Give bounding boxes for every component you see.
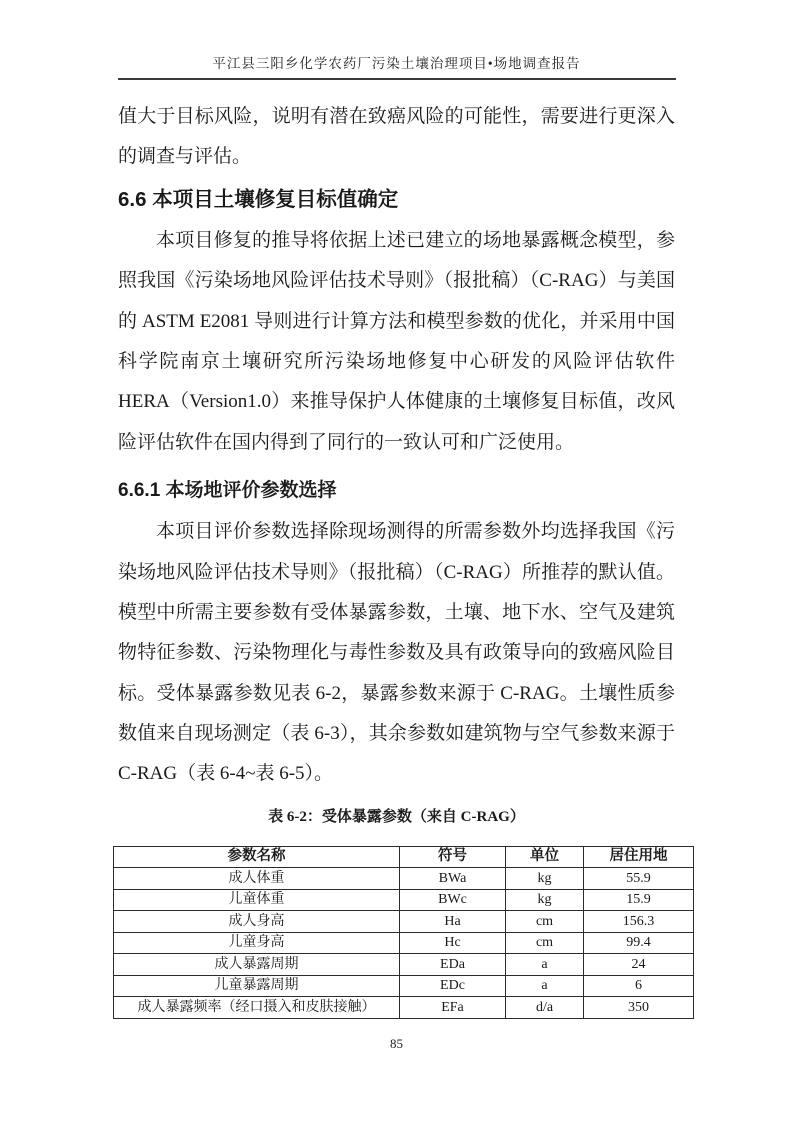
table-row: [114, 889, 694, 911]
table-row: [114, 868, 694, 890]
cell-value: 350: [584, 997, 694, 1019]
table-row: [114, 954, 694, 976]
col-header-unit: 单位: [506, 846, 584, 868]
cell-unit: a: [506, 975, 584, 997]
col-header-parameter-name: 参数名称: [114, 846, 400, 868]
col-header-residential: 居住用地: [584, 846, 694, 868]
cell-symbol: EFa: [400, 997, 506, 1019]
section-heading-6-6-1: 6.6.1 本场地评价参数选择: [118, 480, 337, 502]
body-line: 模型中所需主要参数有受体暴露参数，土壤、地下水、空气及建筑: [118, 601, 675, 623]
document-body: [118, 97, 675, 1019]
cell-unit: cm: [506, 911, 584, 933]
cell-unit: d/a: [506, 997, 584, 1019]
page-header-title: 平江县三阳乡化学农药厂污染土壤治理项目•场地调查报告: [212, 56, 581, 71]
cell-parameter-name: 儿童身高: [114, 932, 400, 954]
cell-value: 15.9: [584, 889, 694, 911]
table-row: [114, 975, 694, 997]
table-header-row: [114, 846, 694, 868]
cell-value: 55.9: [584, 868, 694, 890]
cell-unit: kg: [506, 868, 584, 890]
cell-symbol: BWc: [400, 889, 506, 911]
cell-symbol: EDc: [400, 975, 506, 997]
body-line: 染场地风险评估技术导则》（报批稿）（C-RAG）所推荐的默认值。: [118, 561, 675, 583]
body-line: 数值来自现场测定（表 6-3），其余参数如建筑物与空气参数来源于: [118, 723, 675, 745]
table-row: [114, 911, 694, 933]
cell-unit: cm: [506, 932, 584, 954]
cell-value: 6: [584, 975, 694, 997]
page-number: 85: [390, 1036, 403, 1051]
section-heading-6-6: 6.6 本项目土壤修复目标值确定: [118, 187, 399, 211]
cell-parameter-name: 儿童暴露周期: [114, 975, 400, 997]
body-line: 物特征参数、污染物理化与毒性参数及具有政策导向的致癌风险目: [118, 642, 675, 664]
table-caption: 表 6-2：受体暴露参数（来自 C-RAG）: [268, 808, 525, 825]
exposure-parameters-table: [113, 846, 694, 1019]
cell-parameter-name: 成人体重: [114, 868, 400, 890]
cell-unit: a: [506, 954, 584, 976]
cell-parameter-name: 成人身高: [114, 911, 400, 933]
cell-parameter-name: 成人暴露周期: [114, 954, 400, 976]
cell-value: 24: [584, 954, 694, 976]
body-line: 的调查与评估。: [118, 146, 252, 168]
cell-value: 99.4: [584, 932, 694, 954]
col-header-symbol: 符号: [400, 846, 506, 868]
header-divider: [118, 78, 676, 80]
body-line: 值大于目标风险，说明有潜在致癌风险的可能性，需要进行更深入: [118, 106, 675, 127]
body-line: 本项目修复的推导将依据上述已建立的场地暴露概念模型，参: [156, 229, 675, 251]
cell-symbol: EDa: [400, 954, 506, 976]
body-line: C-RAG（表 6-4~表 6-5）。: [118, 763, 334, 785]
table-row: [114, 997, 694, 1019]
cell-symbol: BWa: [400, 868, 506, 890]
cell-parameter-name: 成人暴露频率（经口摄入和皮肤接触）: [114, 997, 400, 1019]
cell-value: 156.3: [584, 911, 694, 933]
table-row: [114, 932, 694, 954]
cell-unit: kg: [506, 889, 584, 911]
body-line: 标。受体暴露参数见表 6-2，暴露参数来源于 C-RAG。土壤性质参: [118, 682, 675, 704]
cell-symbol: Hc: [400, 932, 506, 954]
body-line: 照我国《污染场地风险评估技术导则》（报批稿）（C-RAG）与美国: [118, 270, 675, 292]
body-line: 险评估软件在国内得到了同行的一致认可和广泛使用。: [118, 431, 575, 453]
cell-symbol: Ha: [400, 911, 506, 933]
body-line: 科学院南京土壤研究所污染场地修复中心研发的风险评估软件: [118, 350, 675, 372]
cell-parameter-name: 儿童体重: [114, 889, 400, 911]
body-line: 本项目评价参数选择除现场测得的所需参数外均选择我国《污: [156, 521, 675, 543]
body-line: 的 ASTM E2081 导则进行计算方法和模型参数的优化，并采用中国: [118, 310, 675, 332]
body-line: HERA（Version1.0）来推导保护人体健康的土壤修复目标值，改风: [118, 391, 675, 413]
